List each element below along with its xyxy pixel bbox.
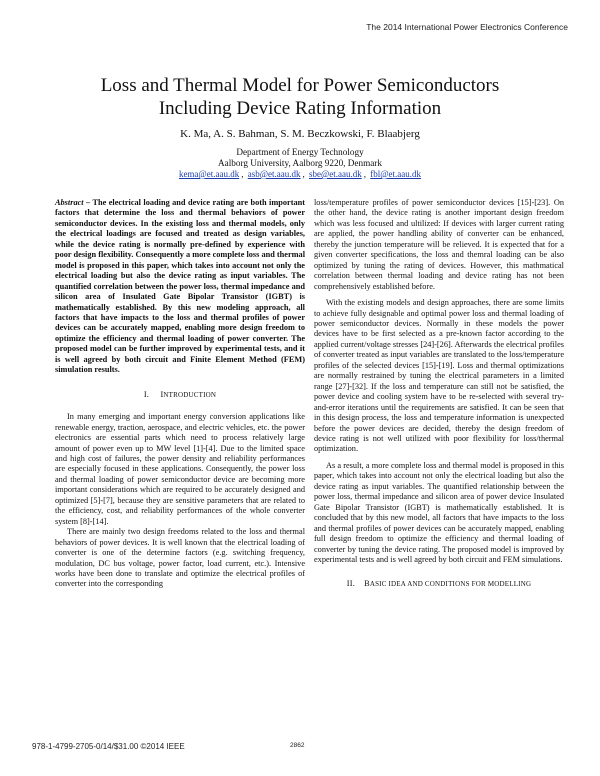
section-heading-basic-idea xyxy=(314,579,564,589)
paragraph: loss/temperature profiles of power semiconductor devices [15]-[23]. On the other hand, the device rating is another important design freedom which was less focused and ultilized: If devices with larger current rating are applied, the power handling ability of converter can be enhanced, thereby the junction temperature will be relieved. It is expected that for a given converter specifications, the loss and themral loading can be also optimized by tuning the rating of devices. However, this mathmatical correlation between thermal loading and device rating has not been comprehensively established before. xyxy=(314,198,564,291)
conference-header: The 2014 International Power Electronics Conference xyxy=(366,22,568,32)
footer-isbn: 978-1-4799-2705-0/14/$31.00 ©2014 IEEE xyxy=(32,742,185,751)
title-line-2: Including Device Rating Information xyxy=(158,98,442,119)
left-column xyxy=(55,198,305,590)
affiliation xyxy=(0,147,600,180)
abstract-lead: Abstract xyxy=(55,198,84,207)
university: Aalborg University, Aalborg 9220, Denmark xyxy=(218,158,382,168)
page-number: 2862 xyxy=(290,742,305,749)
paragraph: In many emerging and important energy conversion applications like renewable energy, traction, aerospace, and electric vehicles, etc. the power electronics are essential parts which need to process relatively large amount of power even up to MW level [1]-[4]. Due to the limited space and high cost of failures, the power density and reliability performances are especially focused in these applications. Consequently, the power loss and thermal loading of power semiconductor device are becoming more important considerations which are required to be accurately designed and optimized [5]-[7], because they are sensitive parameters that are related to the efficiency, cost, and reliability performances of the whole converter system [8]-[14]. xyxy=(55,412,305,526)
paragraph: As a result, a more complete loss and thermal model is proposed in this paper, which takes into account not only the electrical loading but also the device rating as input variables. The quantified relationship between the power loss, thermal impedance and silicon area of power device Insulated Gate Bipolar Transistor (IGBT) is mathematically established. It is concluded that by this new model, all factors that have impacts to the loss and thermal profiles of power devices can be accurately mapped, enabling full design freedom to optimize the efficiency and thermal loading of converter by tuning the device rating. The proposed model is improved by experimental tests and is well agreed by both circuit and FEM simulations. xyxy=(314,460,564,564)
department: Department of Energy Technology xyxy=(236,147,364,157)
section-title-rest: ASIC IDEA AND CONDITIONS FOR MODELLING xyxy=(369,580,532,589)
email-link-4[interactable]: fbl@et.aau.dk xyxy=(370,169,422,179)
paragraph: There are mainly two design freedoms related to the loss and thermal behaviors of power devices. It is well known that the electrical loading of converter is one of the determine factors (e.g. switching frequency, modulation, DC bus voltage, power factor, load current, etc.). Intensive works have been done to translate and optimize the electrical profiles of converter into the corresponding xyxy=(55,527,305,589)
email-link-1[interactable]: kema@et.aau.dk xyxy=(178,169,240,179)
title-line-1: Loss and Thermal Model for Power Semiconductors xyxy=(100,75,500,96)
section-title-rest: NTRODUCTION xyxy=(163,390,217,399)
section-number: I. xyxy=(143,389,150,399)
section-number: II. xyxy=(346,579,355,589)
right-column xyxy=(314,198,564,602)
paper-title xyxy=(0,74,600,120)
email-link-2[interactable]: asb@et.aau.dk xyxy=(247,169,301,179)
section-title-initial: B xyxy=(364,579,370,589)
section-heading-introduction xyxy=(55,390,305,400)
authors: K. Ma, A. S. Bahman, S. M. Beczkowski, F. Blaabjerg xyxy=(180,128,420,140)
abstract-text: – The electrical loading and device rating are both important factors that determine the loss and thermal behaviors of power semiconductor devices. In the existing loss and thermal models, only the electrical loadings are focused and treated as design variables, while the device rating is normally pre-defined by experience with poor design flexibility. Consequently a more complete loss and thermal model is proposed in this paper, which takes into account not only the electrical loading but also the device rating as input variables. The quantified correlation between the power loss, thermal impedance and silicon area of Insulated Gate Bipolar Transistor (IGBT) is mathematically established. By this new modeling approach, all factors that have impacts to the loss and thermal profiles of power devices can be accurately mapped, enabling more design freedom to optimize the efficiency and thermal loading of power converter. The proposed model can be further improved by experimental tests, and it is well agreed by both circuit and Finite Element Method (FEM) simulation results. xyxy=(55,198,305,375)
paragraph: With the existing models and design approaches, there are some limits to achieve fully designable and optimal power loss and thermal loading of power semiconductor devices. Normally in these models the power devices have to be first selected as a pre-known factor according to the applied current/voltage stresses [24]-[26]. Afterwards the electrical profiles of converter treated as input variables are translated to the loss/temperature profiles of the selected devices [15]-[19]. Loss and thermal optimizations are normally restrained by tuning the electrical parameters in a limited range [27]-[32]. If the loss and temperature can still not be satisfied, the power device and cooling system have to be re-selected with several try-and-error iterations until the requirements are satisfied. It can be seen that in this design process, the loss and temperature information is unexpected before the power devices are decided, thereby the design freedom of device rating is not well utilized with poor flexibility for loss/thermal optimization. xyxy=(314,298,564,454)
email-link-3[interactable]: sbe@et.aau.dk xyxy=(308,169,362,179)
email-list: kema@et.aau.dk , asb@et.aau.dk , sbe@et.aau.dk , fbl@et.aau.dk xyxy=(178,169,422,179)
abstract xyxy=(55,198,305,376)
section-title-initial: I xyxy=(160,389,164,399)
